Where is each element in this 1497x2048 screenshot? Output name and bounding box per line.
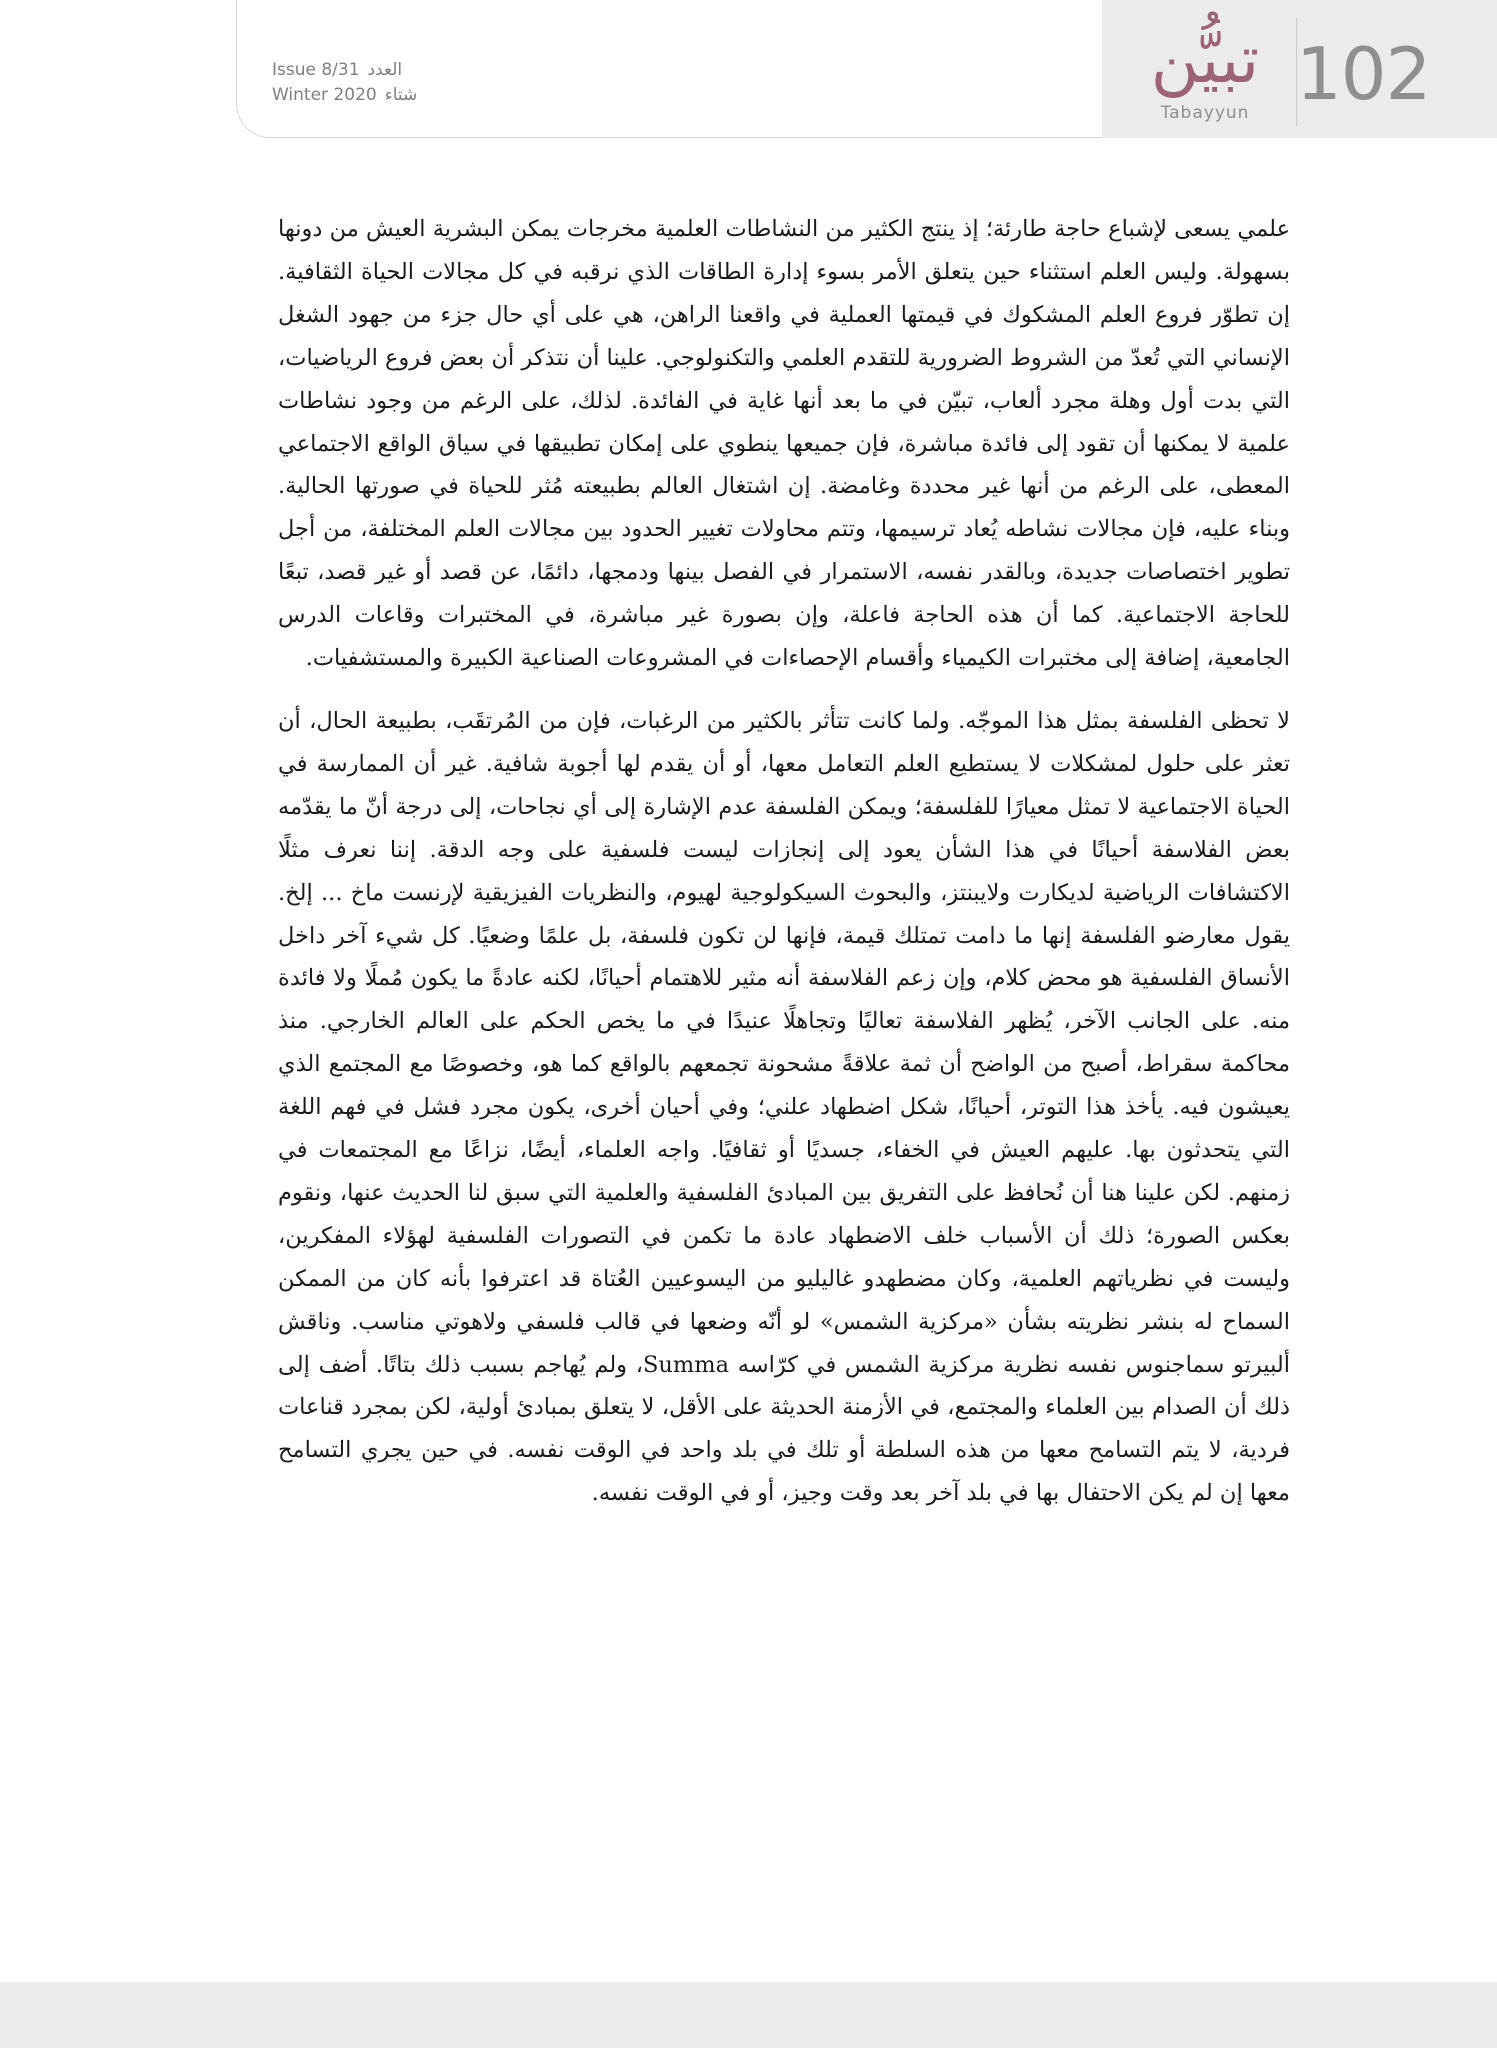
page-footer-band (0, 1982, 1497, 2048)
season-line (272, 83, 572, 108)
page-number: 102 (1296, 32, 1431, 116)
issue-label-ar: العدد (367, 60, 403, 80)
season-label-ar: شتاء (384, 85, 418, 105)
body-paragraph-2: لا تحظى الفلسفة بمثل هذا الموجّه. ولما كانت تتأثر بالكثير من الرغبات، فإن من المُرتقَب، بطبيعة الحال، أن تعثر على حلول لمشكلات لا يستطيع العلم التعامل معها، أو أن يقدم لها أجوبة شافية. غير أن الممارسة في الحياة الاجتماعية لا تمثل معيارًا للفلسفة؛ ويمكن الفلسفة عدم الإشارة إلى أي نجاحات، إلى درجة أنّ ما يقدّمه بعض الفلاسفة أحيانًا في هذا الشأن يعود إلى إنجازات ليست فلسفية على وجه الدقة. إننا نعرف مثلًا الاكتشافات الرياضية لديكارت ولايبنتز، والبحوث السيكولوجية لهيوم، والنظريات الفيزيقية لإرنست ماخ ... إلخ. يقول معارضو الفلسفة إنها ما دامت تمتلك قيمة، فإنها لن تكون فلسفة، بل علمًا وضعيًا. كل شيء آخر داخل الأنساق الفلسفية هو محض كلام، وإن زعم الفلاسفة أنه مثير للاهتمام أحيانًا، لكنه عادةً ما يكون مُملًا ولا فائدة منه. على الجانب الآخر، يُظهر الفلاسفة تعاليًا وتجاهلًا عنيدًا في ما يخص الحكم على العالم الخارجي. منذ محاكمة سقراط، أصبح من الواضح أن ثمة علاقةً مشحونة تجمعهم بالواقع كما هو، وخصوصًا مع المجتمع الذي يعيشون فيه. يأخذ هذا التوتر، أحيانًا، شكل اضطهاد علني؛ وفي أحيان أخرى، يكون مجرد فشل في فهم اللغة التي يتحدثون بها. عليهم العيش في الخفاء، جسديًا أو ثقافيًا. واجه العلماء، أيضًا، نزاعًا مع المجتمعات في زمنهم. لكن علينا هنا أن نُحافظ على التفريق بين المبادئ الفلسفية والعلمية التي سبق لنا الحديث عنها، ونقوم بعكس الصورة؛ ذلك أن الأسباب خلف الاضطهاد عادة ما تكمن في التصورات الفلسفية لهؤلاء المفكرين، وليست في نظرياتهم العلمية، وكان مضطهدو غاليليو من اليسوعيين العُتاة قد اعترفوا بأنه كان من الممكن السماح له بنشر نظريته بشأن «مركزية الشمس» لو أنّه وضعها في قالب فلسفي ولاهوتي مناسب. وناقش ألبيرتو سماجنوس نفسه نظرية مركزية الشمس في كرّاسه Summa، ولم يُهاجم بسبب ذلك بتاتًا. أضف إلى ذلك أن الصدام بين العلماء والمجتمع، في الأزمنة الحديثة على الأقل، لا يتعلق بمبادئ أولية، لكن بمجرد قناعات فردية، لا يتم التسامح معها من هذه السلطة أو تلك في بلد واحد في الوقت نفسه. في حين يجري التسامح معها إن لم يكن الاحتفال بها في بلد آخر بعد وقت وجيز، أو في الوقت نفسه. (278, 707, 1290, 1507)
journal-logo (1130, 20, 1280, 132)
issue-line (272, 58, 572, 83)
issue-label-en: Issue 8/31 (272, 60, 360, 80)
season-label-en: Winter 2020 (272, 85, 377, 105)
logo-latin-wordmark: Tabayyun (1160, 103, 1250, 123)
body-paragraph-1: علمي يسعى لإشباع حاجة طارئة؛ إذ ينتج الكثير من النشاطات العلمية مخرجات يمكن البشرية العيش من دونها بسهولة. وليس العلم استثناء حين يتعلق الأمر بسوء إدارة الطاقات الذي نرقبه في كل مجالات الحياة الثقافية. إن تطوّر فروع العلم المشكوك في قيمتها العملية في واقعنا الراهن، هي على أي حال جزء من جهود الشغل الإنساني التي تُعدّ من الشروط الضرورية للتقدم العلمي والتكنولوجي. علينا أن نتذكر أن بعض فروع الرياضيات، التي بدت أول وهلة مجرد ألعاب، تبيّن في ما بعد أنها غاية في الفائدة. لذلك، على الرغم من وجود نشاطات علمية لا يمكنها أن تقود إلى فائدة مباشرة، فإن جميعها ينطوي على إمكان تطبيقها في سياق الواقع الاجتماعي المعطى، على الرغم من أنها غير محددة وغامضة. إن اشتغال العالم بطبيعته مُثر للحياة في صورتها الحالية. وبناء عليه، فإن مجالات نشاطه يُعاد ترسيمها، وتتم محاولات تغيير الحدود بين مجالات العلم المختلفة، من أجل تطوير اختصاصات جديدة، وبالقدر نفسه، الاستمرار في الفصل بينها ودمجها، دائمًا، عن قصد أو غير قصد، تبعًا للحاجة الاجتماعية. كما أن هذه الحاجة فاعلة، وإن بصورة غير مباشرة، في المختبرات وقاعات الدرس الجامعية، إضافة إلى مختبرات الكيمياء وأقسام الإحصاءات في المشروعات الصناعية الكبيرة والمستشفيات. (278, 216, 1290, 672)
article-body (278, 208, 1290, 1515)
logo-arabic-wordmark: تبيُّن (1150, 21, 1260, 98)
issue-info (272, 58, 572, 110)
